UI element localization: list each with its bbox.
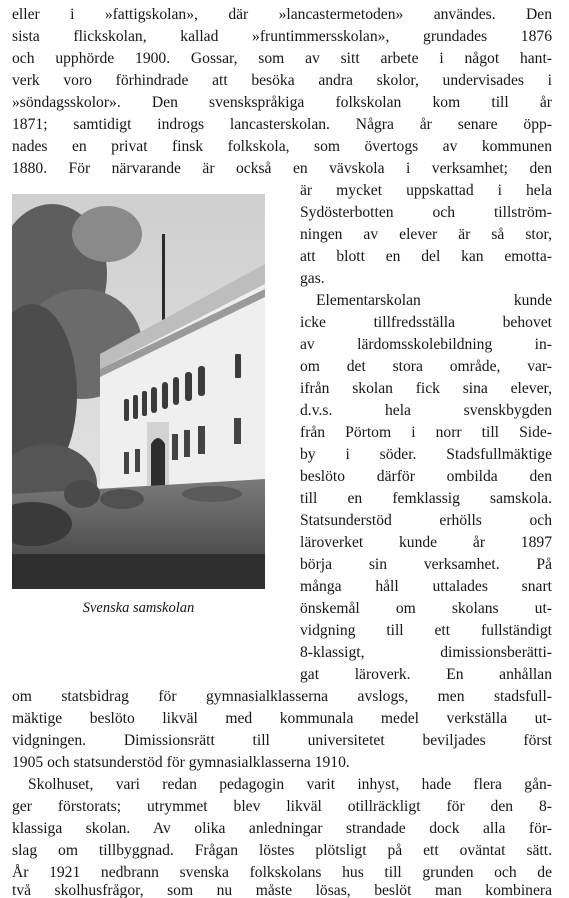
paragraph-line: ningen av elever är så stor, — [300, 226, 552, 243]
paragraph-line: gat läroverk. En anhållan — [300, 666, 552, 683]
paragraph-line: slag om tillbyggnad. Frågan löstes plötsligt på ett oväntat sätt. — [12, 842, 552, 859]
paragraph-line: från Pörtom i norr till Side- — [300, 424, 552, 441]
photo-caption: Svenska samskolan — [82, 600, 195, 616]
paragraph-line: d.v.s. hela svenskbygden — [300, 402, 552, 419]
paragraph-line: beslöto därför ombilda den — [300, 468, 552, 485]
paragraph-line: sista flickskolan, kallad »fruntimmersskolan», grundades 1876 — [12, 28, 552, 45]
paragraph-line: om statsbidrag för gymnasialklasserna avslogs, men stadsfull- — [12, 688, 552, 705]
paragraph-line: icke tillfredsställa behovet — [300, 314, 552, 331]
paragraph-line: av lärdomsskolebildning in- — [300, 336, 552, 353]
school-building-photo — [12, 194, 265, 589]
paragraph-line: vidgningen. Dimissionsrätt till universitetet beviljades först — [12, 732, 552, 749]
paragraph-line: är mycket uppskattad i hela — [300, 182, 552, 199]
paragraph-line: gas. — [300, 270, 325, 287]
paragraph-line: klassiga skolan. Av olika anledningar strandade dock alla för- — [12, 820, 552, 837]
paragraph-line: börja sin verksamhet. På — [300, 556, 552, 573]
paragraph-line: 8-klassigt, dimissionsberätti- — [300, 644, 552, 661]
paragraph-line: nades en privat finsk folkskola, som övertogs av kommunen — [12, 138, 552, 155]
paragraph-line: ifrån skolan fick sina elever, — [300, 380, 552, 397]
paragraph-line: eller i »fattigskolan», där »lancastermetoden» användes. Den — [12, 6, 552, 23]
paragraph-line: Skolhuset, vari redan pedagogin varit inhyst, hade flera gån- — [28, 776, 552, 793]
paragraph-line: 1880. För närvarande är också en vävskola i verksamhet; den — [12, 160, 552, 177]
paragraph-line: Statsunderstöd erhölls och — [300, 512, 552, 529]
paragraph-line: två skolhusfrågor, som nu måste lösas, beslöt man kombinera — [12, 884, 552, 898]
paragraph-line: Elementarskolan kunde — [316, 292, 552, 309]
paragraph-line: mäktige beslöto likväl med kommunala medel verkställa ut- — [12, 710, 552, 727]
paragraph-line: läroverket kunde år 1897 — [300, 534, 552, 551]
paragraph-line: År 1921 nedbrann svenska folkskolans hus till grunden och de — [12, 864, 552, 881]
paragraph-line: verk voro förhindrade att besöka andra skolor, undervisades i — [12, 72, 552, 89]
paragraph-line: och upphörde 1900. Gossar, som av sitt arbete i något hant- — [12, 50, 552, 67]
paragraph-line: Sydösterbotten och tillström- — [300, 204, 552, 221]
paragraph-line: ger förstorats; utrymmet blev likväl otillräckligt för den 8- — [12, 798, 552, 815]
paragraph-line: by i söder. Stadsfullmäktige — [300, 446, 552, 463]
paragraph-line: om det stora område, var- — [300, 358, 552, 375]
paragraph-line: 1871; samtidigt indrogs lancasterskolan. Några år senare öpp- — [12, 116, 552, 133]
paragraph-line: vidgning till ett fullständigt — [300, 622, 552, 639]
paragraph-line: många håll uttalades snart — [300, 578, 552, 595]
paragraph-line: 1905 och statsunderstöd för gymnasialklasserna 1910. — [12, 754, 350, 771]
paragraph-line: »söndagsskolor». Den svenskspråkiga folkskolan kom till år — [12, 94, 552, 111]
paragraph-line: till en femklassig samskola. — [300, 490, 552, 507]
paragraph-line: önskemål om skolans ut- — [300, 600, 552, 617]
paragraph-line: att blott en del kan emotta- — [300, 248, 552, 265]
